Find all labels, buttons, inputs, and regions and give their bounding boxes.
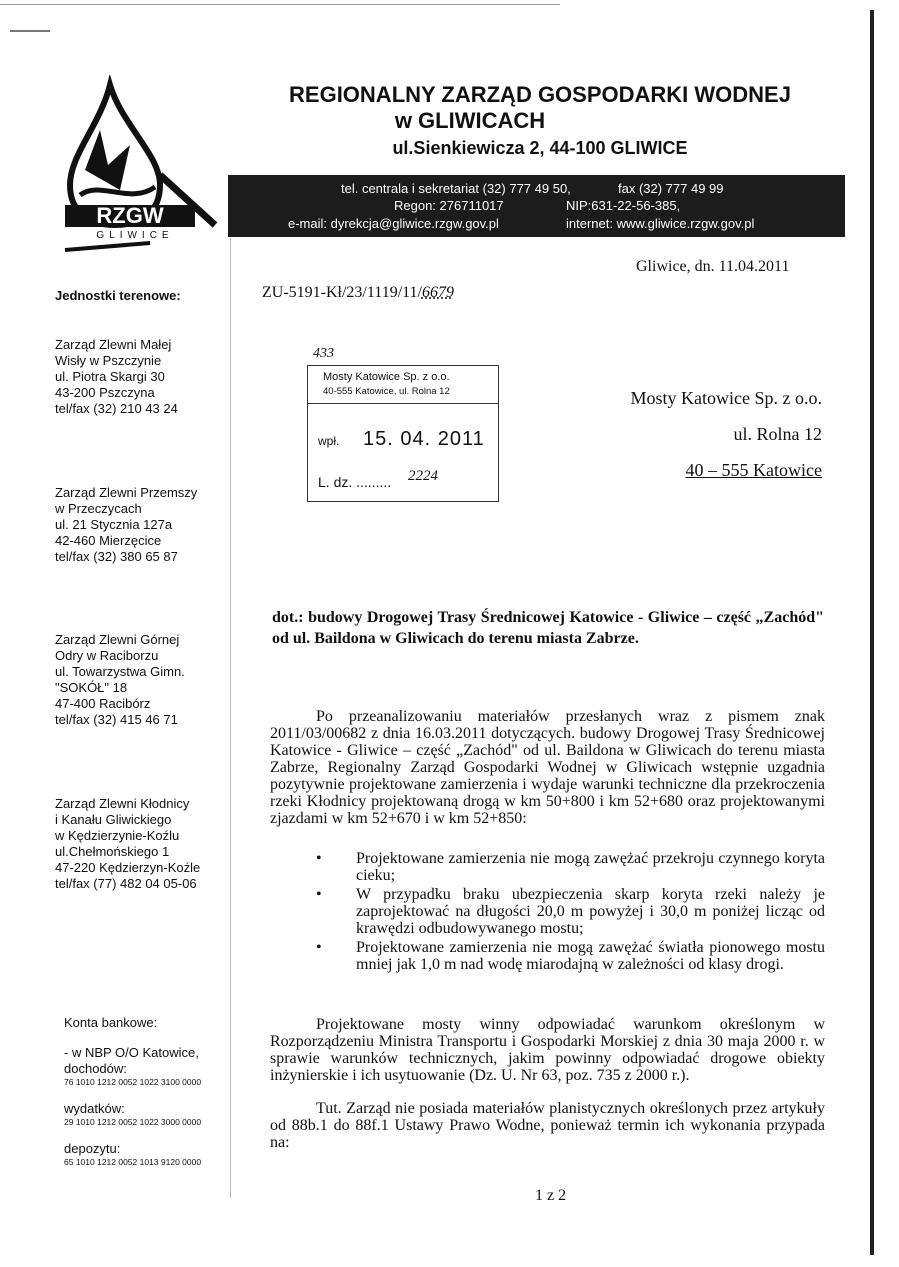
- contact-website[interactable]: internet: www.gliwice.rzgw.gov.pl: [566, 216, 755, 231]
- recipient-city: 40 – 555 Katowice: [685, 460, 822, 480]
- conditions-list: [310, 850, 825, 975]
- unit-line: Zarząd Zlewni Kłodnicy: [55, 796, 190, 811]
- list-item: • W przypadku braku ubezpieczenia skarp koryta rzeki należy je zaprojektować na długości 20,0 m powyżej i 30,0 m poniżej licząc od krawędzi odbudowywanego mostu;: [310, 886, 825, 937]
- contact-email[interactable]: e-mail: dyrekcja@gliwice.rzgw.gov.pl: [288, 216, 499, 231]
- list-item: • Projektowane zamierzenia nie mogą zawężać światła pionowego mostu mniej jak 1,0 m nad wodę miarodajną w zależności od klasy drogi.: [310, 939, 825, 973]
- stamp-received-date: 15. 04. 2011: [363, 428, 485, 450]
- org-address: ul.Sienkiewicza 2, 44-100 GLIWICE: [392, 138, 688, 158]
- stamp-log-number: 2224: [408, 468, 438, 484]
- sidebar-divider: [230, 238, 231, 1198]
- paragraph-2-text: Projektowane mosty winny odpowiadać warunkom określonym w Rozporządzeniu Ministra Transportu i Gospodarki Morskiej z dnia 30 maja 2000 r. w sprawie warunków technicznych, jakim powinny odpowiadać drogowe obiekty inżynierskie i ich usytuowanie (Dz. U. Nr 63, poz. 735 z 2000 r.).: [270, 1016, 825, 1084]
- scan-top-line: [0, 4, 560, 5]
- bank-title: Konta bankowe:: [64, 1015, 158, 1030]
- contact-bar: [228, 175, 845, 237]
- unit-line: ul. Towarzystwa Gimn.: [55, 664, 185, 679]
- logo-abbr: RZGW: [96, 203, 164, 228]
- stamp-divider: [308, 403, 498, 404]
- rzgw-logo: [60, 75, 220, 255]
- bank-expense-account: 29 1010 1212 0052 1022 3000 0000: [64, 1117, 202, 1127]
- bank-name: - w NBP O/O Katowice,: [64, 1045, 199, 1060]
- scan-page-edge: [870, 10, 874, 1255]
- unit-line: ul.Chełmońskiego 1: [55, 844, 170, 859]
- page-number: 1 z 2: [535, 1187, 567, 1204]
- contact-fax: fax (32) 777 49 99: [618, 181, 724, 196]
- unit-line: Zarząd Zlewni Górnej: [55, 632, 180, 647]
- unit-line: tel/fax (32) 210 43 24: [55, 401, 178, 416]
- letter-subject: [272, 607, 824, 649]
- unit-line: Odry w Raciborzu: [55, 648, 159, 663]
- bank-deposit-account: 65 1010 1212 0052 1013 9120 0000: [64, 1157, 202, 1167]
- contact-nip: NIP:631-22-56-385,: [566, 198, 681, 213]
- contact-phone: tel. centrala i sekretariat (32) 777 49 50,: [341, 181, 571, 196]
- unit-raciborz: [55, 632, 225, 728]
- unit-line: 47-220 Kędzierzyn-Koźle: [55, 860, 201, 875]
- unit-line: tel/fax (77) 482 04 05-06: [55, 876, 197, 891]
- unit-line: Zarząd Zlewni Małej: [55, 337, 172, 352]
- bank-accounts: [64, 1015, 234, 1167]
- stamp-address: 40-555 Katowice, ul. Rolna 12: [323, 386, 450, 397]
- sidebar-title: Jednostki terenowe:: [55, 288, 181, 303]
- stamp-log-label: L. dz. .........: [318, 474, 392, 490]
- org-name-line1: REGIONALNY ZARZĄD GOSPODARKI WODNEJ: [289, 82, 791, 107]
- paragraph-2: [270, 1016, 825, 1084]
- scan-mark: [10, 30, 50, 32]
- reference-number: ZU-5191-Kł/23/1119/11/: [262, 284, 422, 301]
- subject-label: dot.:: [272, 609, 304, 626]
- paragraph-3-text: Tut. Zarząd nie posiada materiałów planistycznych określonych przez artykuły od 88b.1 do 88f.1 Ustawy Prawo Wodne, ponieważ termin ich wykonania przypada na:: [270, 1100, 825, 1151]
- list-item: • Projektowane zamierzenia nie mogą zawężać przekroju czynnego koryta cieku;: [310, 850, 825, 884]
- unit-line: Wisły w Pszczynie: [55, 353, 162, 368]
- recipient-street: ul. Rolna 12: [733, 424, 822, 444]
- logo-city: GLIWICE: [96, 230, 174, 241]
- unit-line: w Przeczycach: [55, 501, 142, 516]
- letter-date: Gliwice, dn. 11.04.2011: [636, 258, 790, 275]
- unit-line: "SOKÓŁ" 18: [55, 680, 128, 695]
- org-name-line2: w GLIWICACH: [394, 108, 546, 133]
- paragraph-3: [270, 1100, 825, 1151]
- bank-income-label: dochodów:: [64, 1061, 127, 1076]
- unit-line: tel/fax (32) 380 65 87: [55, 549, 178, 564]
- unit-line: 43-200 Pszczyna: [55, 385, 155, 400]
- stamp-corner-mark: 433: [313, 346, 334, 361]
- stamp-received-label: wpł.: [318, 434, 340, 448]
- unit-line: Zarząd Zlewni Przemszy: [55, 485, 198, 500]
- unit-kedzierzyn: [55, 796, 225, 892]
- bank-deposit-label: depozytu:: [64, 1141, 121, 1156]
- water-drop-logo-icon: [60, 75, 220, 255]
- stamp-company: Mosty Katowice Sp. z o.o.: [323, 371, 450, 383]
- bank-expense-label: wydatków:: [64, 1101, 125, 1116]
- bank-income-account: 76 1010 1212 0052 1022 3100 0000: [64, 1077, 202, 1087]
- unit-przeczyce: [55, 485, 225, 565]
- unit-pszczyna: [55, 337, 225, 417]
- unit-line: ul. Piotra Skargi 30: [55, 369, 165, 384]
- unit-line: 47-400 Racibórz: [55, 696, 151, 711]
- recipient-address: [560, 380, 822, 488]
- unit-line: i Kanału Gliwickiego: [55, 812, 172, 827]
- reference-handwritten: 6679: [421, 284, 454, 301]
- unit-line: 42-460 Mierzęcice: [55, 533, 162, 548]
- received-stamp: [307, 346, 499, 502]
- subject-text: budowy Drogowej Trasy Średnicowej Katowice - Gliwice – część „Zachód" od ul. Baildona w Gliwicach do terenu miasta Zabrze.: [272, 609, 824, 647]
- recipient-name: Mosty Katowice Sp. z o.o.: [630, 388, 822, 408]
- unit-line: tel/fax (32) 415 46 71: [55, 712, 178, 727]
- paragraph-1: [270, 708, 825, 827]
- paragraph-1-text: Po przeanalizowaniu materiałów przesłanych wraz z pismem znak 2011/03/00682 z dnia 16.03.2011 dotyczących. budowy Drogowej Trasy Średnicowej Katowice - Gliwice – część „Zachód" od ul. Baildona w Gliwicach do terenu miasta Zabrze, Regionalny Zarząd Gospodarki Wodnej w Gliwicach wstępnie uzgadnia pozytywnie projektowane zamierzenia i wydaje warunki techniczne dla przekroczenia rzeki Kłodnicy projektowaną drogą w km 50+800 i km 52+680 oraz projektowanymi zjazdami w km 52+670 i w km 52+850:: [270, 708, 825, 827]
- contact-regon: Regon: 276711017: [394, 198, 504, 213]
- unit-line: ul. 21 Stycznia 127a: [55, 517, 173, 532]
- unit-line: w Kędzierzynie-Koźlu: [55, 828, 180, 843]
- letter-reference: [262, 284, 454, 302]
